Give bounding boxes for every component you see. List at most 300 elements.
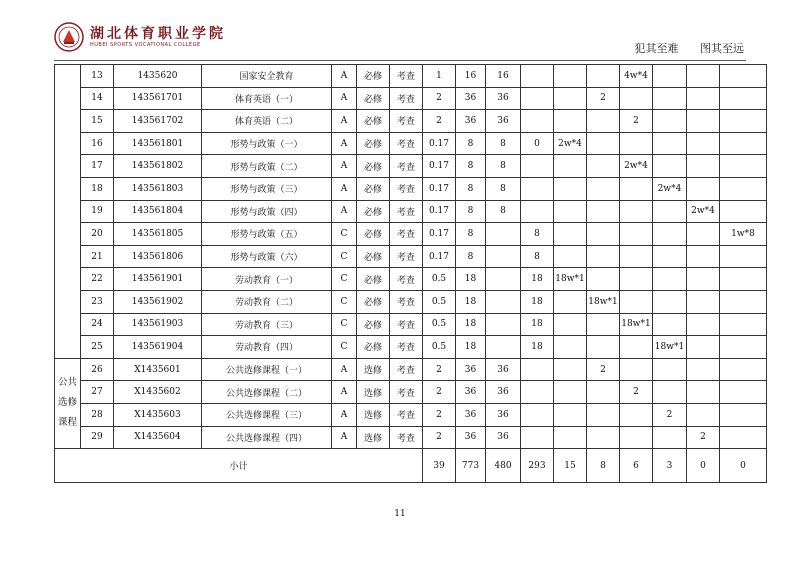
exam-method: 考查 <box>390 110 423 133</box>
course-code: 143561702 <box>114 110 202 133</box>
semester-3: 2 <box>620 110 653 133</box>
credits: 0.17 <box>423 155 456 178</box>
semester-5 <box>687 110 720 133</box>
exam-method: 考查 <box>390 381 423 404</box>
practice-hours: 0 <box>521 132 554 155</box>
semester-3 <box>620 223 653 246</box>
course-type: A <box>332 155 357 178</box>
total-hours: 36 <box>456 87 486 110</box>
total-hours: 8 <box>456 245 486 268</box>
semester-5 <box>687 290 720 313</box>
theory-hours: 8 <box>486 132 521 155</box>
subtotal-semester-5: 0 <box>687 449 720 483</box>
exam-method: 考查 <box>390 155 423 178</box>
semester-6 <box>720 426 767 449</box>
motto-part-1: 犯其至难 <box>634 42 679 55</box>
table-row <box>55 313 767 336</box>
practice-hours <box>521 87 554 110</box>
subtotal-semester-4: 3 <box>653 449 687 483</box>
table-row <box>55 403 767 426</box>
motto-part-2: 图其至远 <box>700 42 744 55</box>
credits: 2 <box>423 403 456 426</box>
college-logo <box>54 22 226 52</box>
subtotal-theory: 480 <box>486 449 521 483</box>
course-name: 形势与政策（六） <box>202 245 332 268</box>
exam-method: 考查 <box>390 245 423 268</box>
subtotal-credits: 39 <box>423 449 456 483</box>
semester-5 <box>687 336 720 359</box>
college-seal-icon <box>54 22 84 52</box>
course-nature: 必修 <box>357 268 390 291</box>
table-row <box>55 65 767 88</box>
semester-1 <box>554 177 587 200</box>
semester-5 <box>687 403 720 426</box>
course-type: A <box>332 177 357 200</box>
semester-6 <box>720 290 767 313</box>
semester-5 <box>687 223 720 246</box>
course-code: 143561805 <box>114 223 202 246</box>
course-name: 公共选修课程（一） <box>202 358 332 381</box>
course-name: 形势与政策（二） <box>202 155 332 178</box>
college-motto <box>617 40 745 56</box>
semester-1 <box>554 426 587 449</box>
exam-method: 考查 <box>390 200 423 223</box>
row-number: 27 <box>81 381 114 404</box>
course-type: A <box>332 426 357 449</box>
practice-hours: 18 <box>521 336 554 359</box>
table-row <box>55 223 767 246</box>
course-nature: 选修 <box>357 358 390 381</box>
theory-hours: 8 <box>486 155 521 178</box>
subtotal-label: 小计 <box>55 449 423 483</box>
exam-method: 考查 <box>390 403 423 426</box>
course-name: 形势与政策（四） <box>202 200 332 223</box>
course-type: A <box>332 403 357 426</box>
semester-4 <box>653 132 687 155</box>
semester-1 <box>554 336 587 359</box>
total-hours: 8 <box>456 132 486 155</box>
row-number: 18 <box>81 177 114 200</box>
credits: 0.17 <box>423 245 456 268</box>
course-type: A <box>332 110 357 133</box>
table-row <box>55 200 767 223</box>
semester-1: 18w*1 <box>554 268 587 291</box>
exam-method: 考查 <box>390 268 423 291</box>
semester-4 <box>653 313 687 336</box>
theory-hours: 8 <box>486 200 521 223</box>
course-name: 体育英语（一） <box>202 87 332 110</box>
semester-6 <box>720 403 767 426</box>
semester-6 <box>720 313 767 336</box>
table-row <box>55 87 767 110</box>
credits: 0.17 <box>423 177 456 200</box>
semester-1 <box>554 403 587 426</box>
table-row <box>55 358 767 381</box>
semester-1 <box>554 110 587 133</box>
course-type: A <box>332 132 357 155</box>
course-nature: 必修 <box>357 200 390 223</box>
total-hours: 36 <box>456 381 486 404</box>
subtotal-hours: 773 <box>456 449 486 483</box>
semester-1 <box>554 358 587 381</box>
practice-hours <box>521 200 554 223</box>
row-number: 20 <box>81 223 114 246</box>
total-hours: 36 <box>456 358 486 381</box>
row-number: 22 <box>81 268 114 291</box>
course-name: 体育英语（二） <box>202 110 332 133</box>
course-code: 1435620 <box>114 65 202 88</box>
course-code: 143561901 <box>114 268 202 291</box>
semester-4 <box>653 381 687 404</box>
course-nature: 必修 <box>357 313 390 336</box>
logo-chinese-name: 湖北体育职业学院 <box>90 25 226 42</box>
course-plan-table <box>54 64 767 483</box>
row-number: 19 <box>81 200 114 223</box>
table-row <box>55 245 767 268</box>
semester-6 <box>720 87 767 110</box>
table-row <box>55 336 767 359</box>
row-number: 24 <box>81 313 114 336</box>
semester-1 <box>554 313 587 336</box>
course-code: 143561904 <box>114 336 202 359</box>
semester-3 <box>620 426 653 449</box>
semester-5 <box>687 381 720 404</box>
course-name: 形势与政策（三） <box>202 177 332 200</box>
practice-hours <box>521 403 554 426</box>
course-name: 劳动教育（三） <box>202 313 332 336</box>
total-hours: 18 <box>456 268 486 291</box>
row-number: 16 <box>81 132 114 155</box>
category-label: 选修 <box>57 397 77 409</box>
semester-5 <box>687 313 720 336</box>
theory-hours: 8 <box>486 177 521 200</box>
course-name: 国家安全教育 <box>202 65 332 88</box>
practice-hours: 18 <box>521 290 554 313</box>
practice-hours <box>521 65 554 88</box>
semester-3: 2w*4 <box>620 155 653 178</box>
row-number: 17 <box>81 155 114 178</box>
exam-method: 考查 <box>390 65 423 88</box>
semester-6: 1w*8 <box>720 223 767 246</box>
subtotal-semester-3: 6 <box>620 449 653 483</box>
row-number: 15 <box>81 110 114 133</box>
category-cell-public-elective <box>55 358 81 448</box>
course-code: 143561802 <box>114 155 202 178</box>
total-hours: 8 <box>456 155 486 178</box>
semester-4 <box>653 426 687 449</box>
semester-1: 2w*4 <box>554 132 587 155</box>
course-code: X1435601 <box>114 358 202 381</box>
header-divider <box>54 60 746 61</box>
total-hours: 8 <box>456 223 486 246</box>
course-type: A <box>332 87 357 110</box>
practice-hours <box>521 358 554 381</box>
semester-2: 2 <box>587 358 620 381</box>
practice-hours <box>521 426 554 449</box>
practice-hours: 18 <box>521 268 554 291</box>
theory-hours <box>486 268 521 291</box>
semester-4 <box>653 245 687 268</box>
semester-4 <box>653 87 687 110</box>
course-type: C <box>332 223 357 246</box>
semester-5 <box>687 155 720 178</box>
credits: 2 <box>423 426 456 449</box>
semester-6 <box>720 381 767 404</box>
credits: 0.5 <box>423 268 456 291</box>
practice-hours <box>521 177 554 200</box>
course-nature: 选修 <box>357 403 390 426</box>
semester-2 <box>587 132 620 155</box>
subtotal-practice: 293 <box>521 449 554 483</box>
total-hours: 18 <box>456 313 486 336</box>
semester-6 <box>720 336 767 359</box>
total-hours: 16 <box>456 65 486 88</box>
table-row <box>55 177 767 200</box>
table-row <box>55 381 767 404</box>
theory-hours: 36 <box>486 87 521 110</box>
semester-1 <box>554 155 587 178</box>
semester-3: 2 <box>620 381 653 404</box>
exam-method: 考查 <box>390 223 423 246</box>
course-nature: 必修 <box>357 132 390 155</box>
practice-hours <box>521 381 554 404</box>
course-type: A <box>332 65 357 88</box>
course-nature: 必修 <box>357 290 390 313</box>
theory-hours: 36 <box>486 426 521 449</box>
semester-2: 2 <box>587 87 620 110</box>
semester-2 <box>587 223 620 246</box>
theory-hours: 36 <box>486 110 521 133</box>
semester-6 <box>720 245 767 268</box>
course-nature: 必修 <box>357 155 390 178</box>
course-code: 143561806 <box>114 245 202 268</box>
table-row <box>55 426 767 449</box>
course-nature: 选修 <box>357 426 390 449</box>
course-name: 公共选修课程（三） <box>202 403 332 426</box>
credits: 0.17 <box>423 200 456 223</box>
course-name: 公共选修课程（四） <box>202 426 332 449</box>
subtotal-semester-1: 15 <box>554 449 587 483</box>
semester-3: 4w*4 <box>620 65 653 88</box>
semester-4 <box>653 155 687 178</box>
semester-1 <box>554 245 587 268</box>
exam-method: 考查 <box>390 358 423 381</box>
theory-hours <box>486 245 521 268</box>
theory-hours <box>486 336 521 359</box>
page-header <box>54 22 746 58</box>
course-type: A <box>332 358 357 381</box>
row-number: 26 <box>81 358 114 381</box>
exam-method: 考查 <box>390 426 423 449</box>
semester-2: 18w*1 <box>587 290 620 313</box>
total-hours: 36 <box>456 110 486 133</box>
semester-4: 2 <box>653 403 687 426</box>
semester-4 <box>653 358 687 381</box>
semester-1 <box>554 223 587 246</box>
course-nature: 必修 <box>357 87 390 110</box>
semester-5 <box>687 65 720 88</box>
semester-5 <box>687 245 720 268</box>
theory-hours: 16 <box>486 65 521 88</box>
semester-3 <box>620 132 653 155</box>
credits: 0.17 <box>423 223 456 246</box>
exam-method: 考查 <box>390 177 423 200</box>
theory-hours: 36 <box>486 403 521 426</box>
row-number: 21 <box>81 245 114 268</box>
exam-method: 考查 <box>390 313 423 336</box>
semester-6 <box>720 177 767 200</box>
row-number: 29 <box>81 426 114 449</box>
semester-3 <box>620 403 653 426</box>
credits: 0.17 <box>423 132 456 155</box>
theory-hours: 36 <box>486 358 521 381</box>
semester-3 <box>620 245 653 268</box>
credits: 2 <box>423 87 456 110</box>
course-code: 143561803 <box>114 177 202 200</box>
total-hours: 18 <box>456 290 486 313</box>
semester-4 <box>653 200 687 223</box>
semester-1 <box>554 65 587 88</box>
exam-method: 考查 <box>390 87 423 110</box>
course-code: 143561903 <box>114 313 202 336</box>
category-label: 公共 <box>57 377 77 389</box>
row-number: 14 <box>81 87 114 110</box>
course-name: 劳动教育（一） <box>202 268 332 291</box>
exam-method: 考查 <box>390 290 423 313</box>
semester-3 <box>620 268 653 291</box>
course-nature: 必修 <box>357 336 390 359</box>
credits: 2 <box>423 381 456 404</box>
semester-2 <box>587 313 620 336</box>
total-hours: 36 <box>456 426 486 449</box>
course-name: 公共选修课程（二） <box>202 381 332 404</box>
semester-6 <box>720 268 767 291</box>
semester-5: 2w*4 <box>687 200 720 223</box>
semester-6 <box>720 65 767 88</box>
credits: 2 <box>423 358 456 381</box>
row-number: 25 <box>81 336 114 359</box>
course-nature: 必修 <box>357 223 390 246</box>
subtotal-semester-2: 8 <box>587 449 620 483</box>
course-code: X1435603 <box>114 403 202 426</box>
semester-5: 2 <box>687 426 720 449</box>
semester-2 <box>587 110 620 133</box>
semester-2 <box>587 177 620 200</box>
course-nature: 必修 <box>357 245 390 268</box>
semester-3 <box>620 290 653 313</box>
course-code: X1435602 <box>114 381 202 404</box>
practice-hours: 8 <box>521 223 554 246</box>
semester-3: 18w*1 <box>620 313 653 336</box>
credits: 0.5 <box>423 313 456 336</box>
semester-4 <box>653 110 687 133</box>
practice-hours: 18 <box>521 313 554 336</box>
semester-3 <box>620 358 653 381</box>
semester-4: 2w*4 <box>653 177 687 200</box>
course-type: C <box>332 245 357 268</box>
total-hours: 18 <box>456 336 486 359</box>
practice-hours <box>521 155 554 178</box>
total-hours: 8 <box>456 177 486 200</box>
semester-4: 18w*1 <box>653 336 687 359</box>
semester-2 <box>587 245 620 268</box>
course-code: X1435604 <box>114 426 202 449</box>
semester-2 <box>587 200 620 223</box>
course-nature: 必修 <box>357 110 390 133</box>
course-code: 143561801 <box>114 132 202 155</box>
semester-1 <box>554 87 587 110</box>
credits: 1 <box>423 65 456 88</box>
practice-hours <box>521 110 554 133</box>
semester-4 <box>653 268 687 291</box>
course-nature: 必修 <box>357 65 390 88</box>
logo-english-name: HUBEI SPORTS VOCATIONAL COLLEGE <box>90 41 201 48</box>
table-row <box>55 290 767 313</box>
total-hours: 8 <box>456 200 486 223</box>
page-number: 11 <box>394 509 406 519</box>
semester-2 <box>587 336 620 359</box>
theory-hours: 36 <box>486 381 521 404</box>
semester-5 <box>687 268 720 291</box>
credits: 0.5 <box>423 336 456 359</box>
semester-6 <box>720 155 767 178</box>
semester-6 <box>720 110 767 133</box>
semester-5 <box>687 87 720 110</box>
semester-1 <box>554 200 587 223</box>
course-type: C <box>332 336 357 359</box>
semester-3 <box>620 336 653 359</box>
course-code: 143561804 <box>114 200 202 223</box>
course-type: C <box>332 313 357 336</box>
course-name: 劳动教育（四） <box>202 336 332 359</box>
exam-method: 考查 <box>390 132 423 155</box>
table-row <box>55 110 767 133</box>
row-number: 13 <box>81 65 114 88</box>
course-name: 劳动教育（二） <box>202 290 332 313</box>
credits: 0.5 <box>423 290 456 313</box>
table-row <box>55 155 767 178</box>
semester-2 <box>587 155 620 178</box>
theory-hours <box>486 290 521 313</box>
semester-2 <box>587 65 620 88</box>
row-number: 23 <box>81 290 114 313</box>
semester-6 <box>720 132 767 155</box>
row-number: 28 <box>81 403 114 426</box>
practice-hours: 8 <box>521 245 554 268</box>
exam-method: 考查 <box>390 336 423 359</box>
semester-3 <box>620 87 653 110</box>
table-row <box>55 268 767 291</box>
theory-hours <box>486 313 521 336</box>
semester-5 <box>687 132 720 155</box>
course-type: A <box>332 381 357 404</box>
semester-2 <box>587 381 620 404</box>
semester-3 <box>620 177 653 200</box>
theory-hours <box>486 223 521 246</box>
course-type: A <box>332 200 357 223</box>
semester-6 <box>720 358 767 381</box>
semester-5 <box>687 358 720 381</box>
table-row <box>55 132 767 155</box>
semester-2 <box>587 403 620 426</box>
category-label: 课程 <box>57 417 77 429</box>
total-hours: 36 <box>456 403 486 426</box>
category-cell-required <box>55 65 81 359</box>
semester-3 <box>620 200 653 223</box>
semester-2 <box>587 268 620 291</box>
semester-6 <box>720 200 767 223</box>
semester-4 <box>653 223 687 246</box>
